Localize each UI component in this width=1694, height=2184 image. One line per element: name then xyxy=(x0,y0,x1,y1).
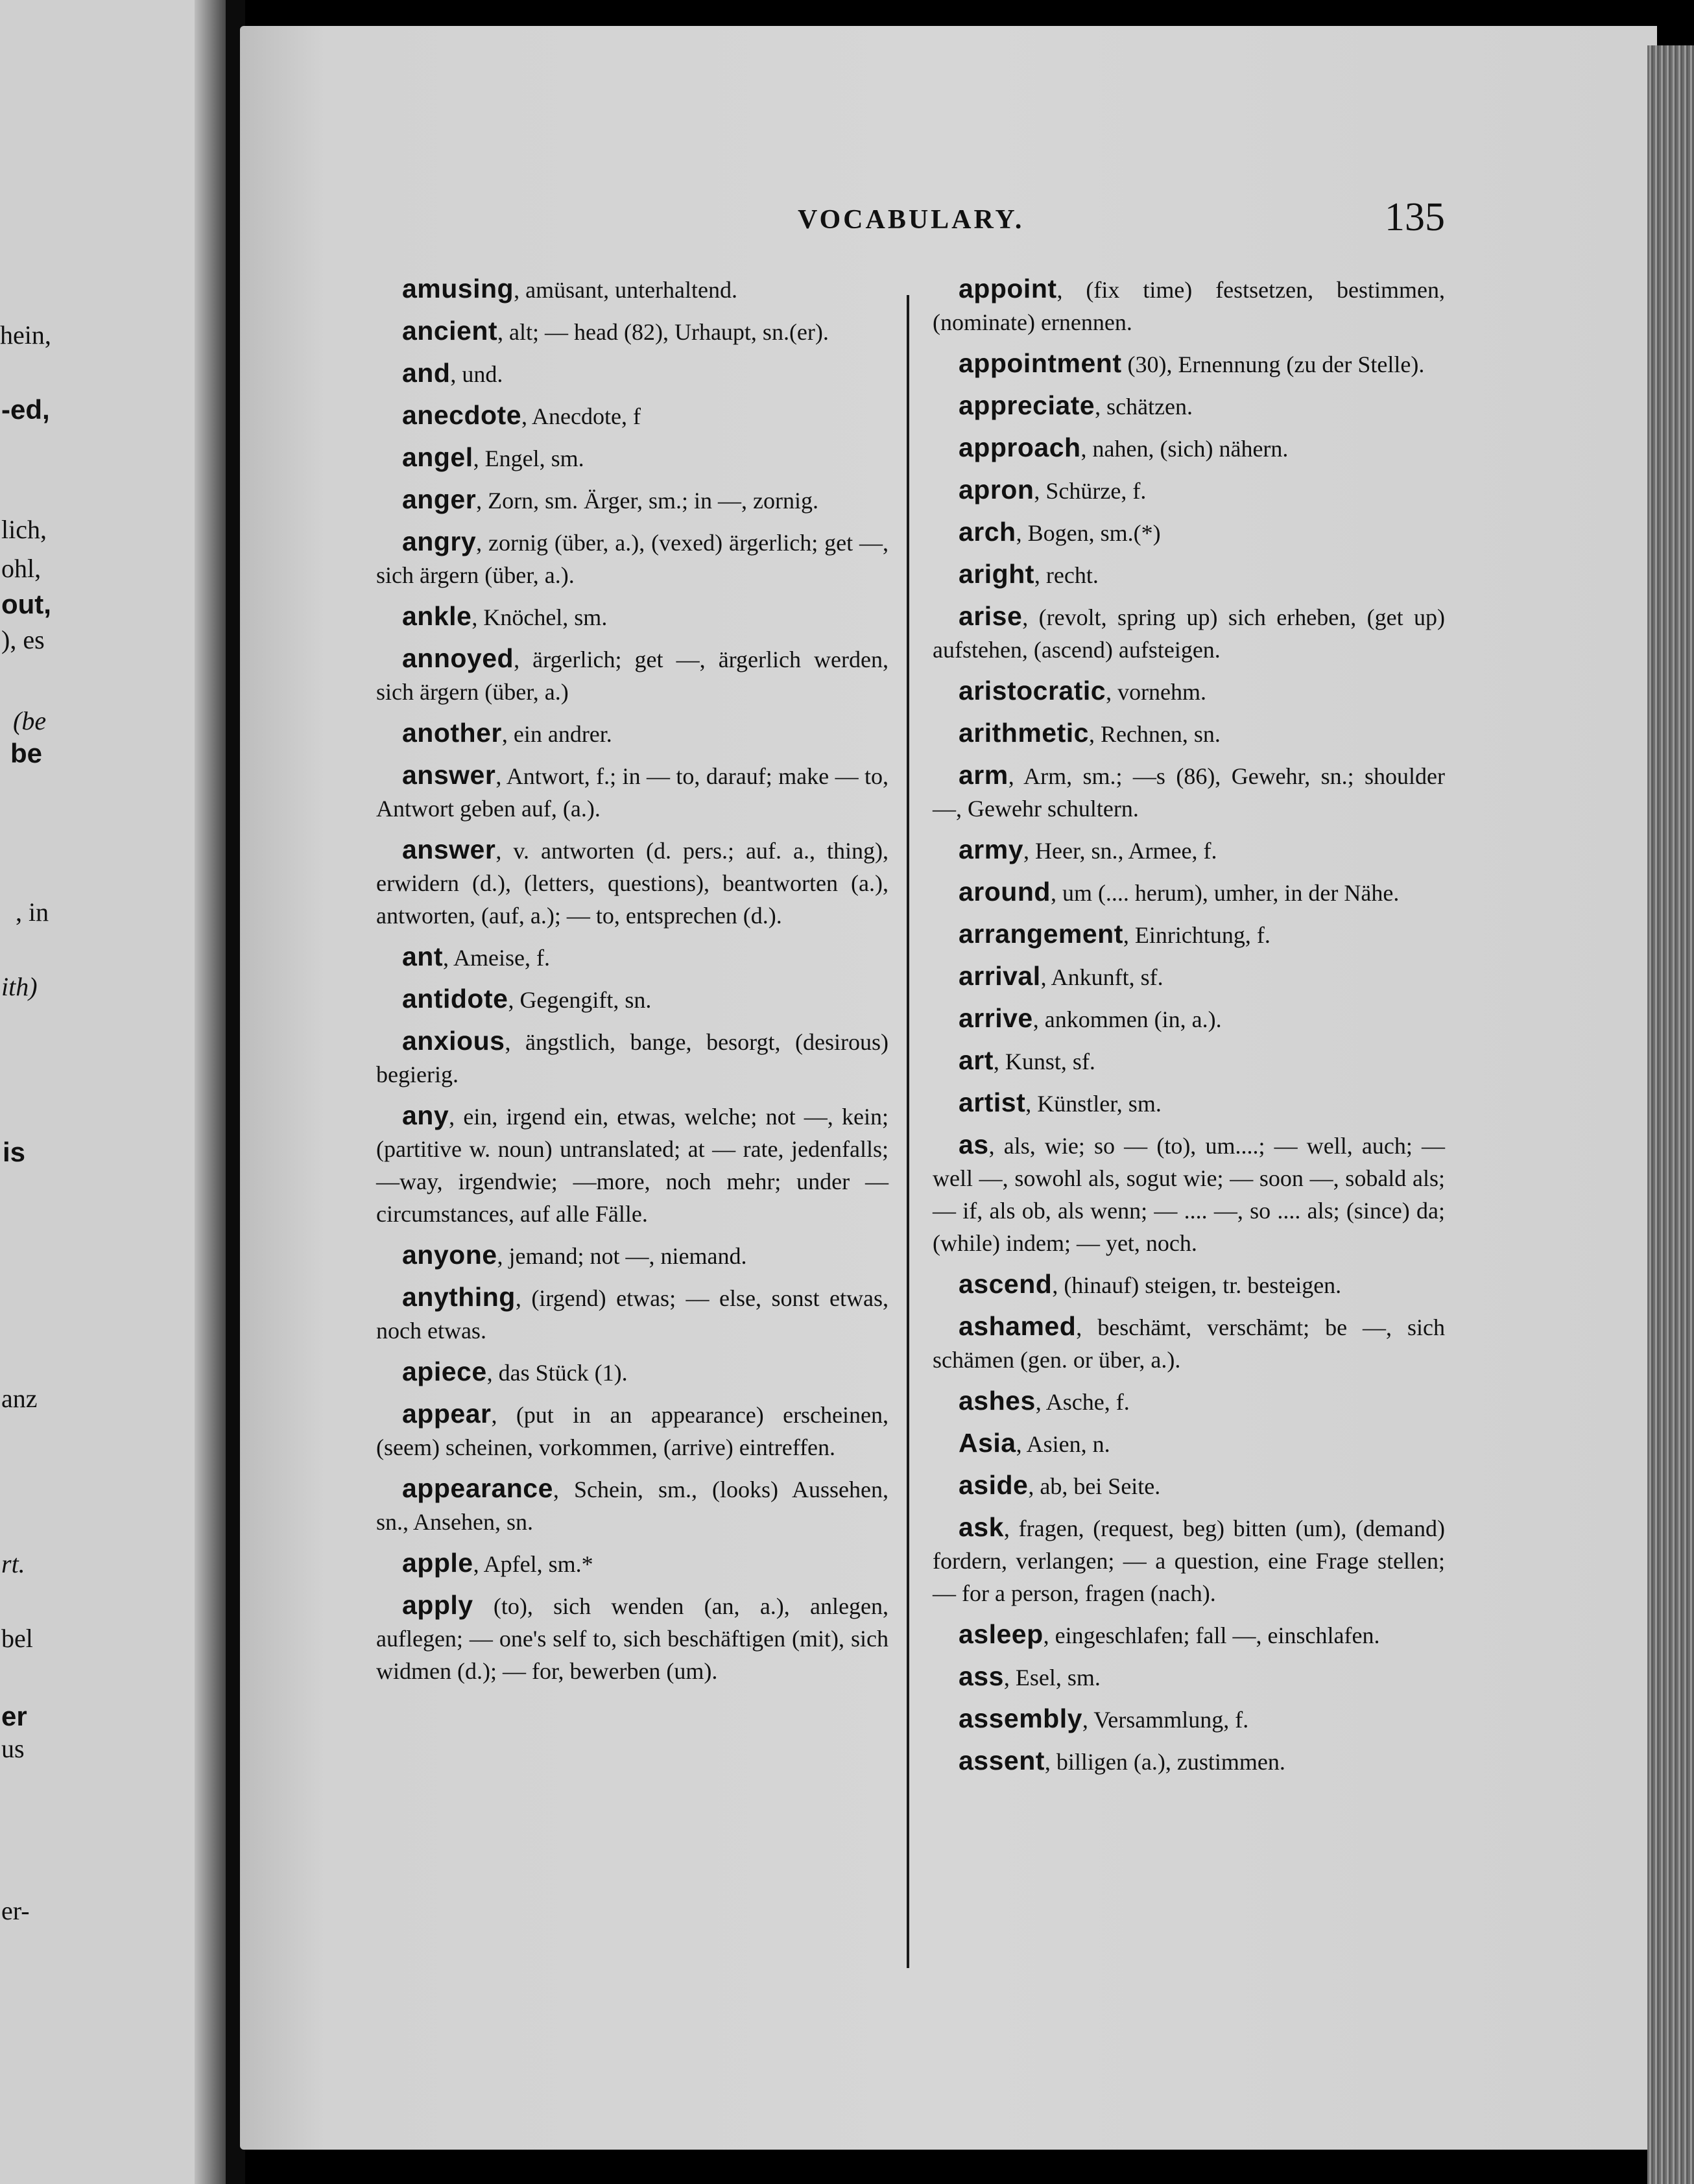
entry-definition: , ängstlich, bange, besorgt, (desirous) begierig. xyxy=(376,1029,889,1087)
entry-headword: ancient xyxy=(402,316,498,346)
entry-definition: , nahen, (sich) nähern. xyxy=(1080,436,1289,462)
page-edges xyxy=(1647,45,1694,2184)
entry-definition: , Apfel, sm.* xyxy=(473,1551,593,1577)
vocabulary-entry xyxy=(376,1589,889,1687)
entry-headword: ashes xyxy=(959,1386,1036,1416)
left-page-fragment: us xyxy=(1,1734,25,1763)
entry-headword: anxious xyxy=(402,1026,505,1056)
vocabulary-entry xyxy=(933,347,1445,381)
left-page-fragment: anz xyxy=(1,1384,38,1413)
left-page-fragment: ), es xyxy=(1,625,45,654)
vocabulary-entry xyxy=(933,875,1445,909)
entry-definition: , Rechnen, sn. xyxy=(1088,721,1221,747)
entry-definition: , Zorn, sm. Ärger, sm.; in —, zornig. xyxy=(476,488,818,514)
entry-definition: , amüsant, unterhaltend. xyxy=(514,277,737,303)
left-page-fragment: bel xyxy=(1,1624,33,1653)
entry-headword: appearance xyxy=(402,1473,553,1503)
entry-headword: arrangement xyxy=(959,919,1123,949)
left-page xyxy=(0,0,214,2184)
vocabulary-entry xyxy=(376,1397,889,1464)
vocabulary-entry xyxy=(376,357,889,390)
entry-definition: , Einrichtung, f. xyxy=(1123,922,1270,948)
entry-definition: , (put in an appearance) erscheinen, (seem) scheinen, vorkommen, (arrive) eintreffen. xyxy=(376,1402,889,1460)
entry-definition: , Asche, f. xyxy=(1035,1389,1130,1415)
entry-headword: another xyxy=(402,718,502,748)
vocabulary-entry xyxy=(376,1281,889,1347)
entry-definition: , alt; — head (82), Urhaupt, sn.(er). xyxy=(497,319,829,345)
entry-definition: , ärgerlich; get —, ärgerlich werden, sich ärgern (über, a.) xyxy=(376,647,889,705)
vocabulary-entry xyxy=(376,940,889,974)
vocabulary-entry xyxy=(376,1099,889,1230)
vocabulary-entry xyxy=(933,1469,1445,1502)
entry-headword: amusing xyxy=(402,274,514,303)
entry-definition: (to), sich wenden (an, a.), anlegen, auflegen; — one's self to, sich beschäftigen (mit), sich widmen (d.); — for, bewerben (um). xyxy=(376,1593,889,1684)
entry-definition: , jemand; not —, niemand. xyxy=(497,1243,747,1269)
entry-headword: ass xyxy=(959,1661,1004,1691)
entry-headword: any xyxy=(402,1100,449,1130)
entry-headword: ankle xyxy=(402,601,472,631)
vocabulary-entry xyxy=(376,1025,889,1091)
vocabulary-entry xyxy=(933,1128,1445,1259)
left-page-fragment: er- xyxy=(1,1896,30,1925)
entry-headword: assembly xyxy=(959,1703,1082,1733)
vocabulary-entry xyxy=(933,1086,1445,1120)
entry-headword: anything xyxy=(402,1282,516,1312)
entry-definition: (30), Ernennung (zu der Stelle). xyxy=(1121,351,1425,377)
vocabulary-entry xyxy=(376,272,889,306)
vocabulary-entry xyxy=(376,1355,889,1389)
entry-headword: ashamed xyxy=(959,1311,1077,1341)
entry-headword: ant xyxy=(402,942,443,971)
entry-definition: , vornehm. xyxy=(1106,679,1207,705)
entry-headword: arrive xyxy=(959,1003,1033,1033)
entry-definition: , Asien, n. xyxy=(1016,1431,1110,1457)
vocabulary-entry xyxy=(376,759,889,825)
vocabulary-entry xyxy=(933,1384,1445,1418)
entry-definition: , Ameise, f. xyxy=(443,945,550,971)
entry-headword: apple xyxy=(402,1548,473,1578)
vocabulary-entry xyxy=(933,674,1445,708)
entry-headword: apiece xyxy=(402,1357,487,1386)
left-page-fragment: -ed, xyxy=(1,394,50,425)
entry-headword: Asia xyxy=(959,1428,1016,1458)
vocabulary-entry xyxy=(376,1239,889,1272)
entry-definition: , zornig (über, a.), (vexed) ärgerlich; get —, sich ärgern (über, a.). xyxy=(376,530,889,588)
vocabulary-entry xyxy=(933,1044,1445,1078)
entry-headword: appointment xyxy=(959,348,1122,378)
entry-headword: artist xyxy=(959,1087,1026,1117)
entry-definition: , beschämt, verschämt; be —, sich schämen (gen. or über, a.). xyxy=(933,1314,1445,1373)
entry-definition: , recht. xyxy=(1034,562,1099,588)
entry-definition: , Kunst, sf. xyxy=(993,1049,1095,1074)
entry-definition: , Schürze, f. xyxy=(1034,478,1147,504)
vocabulary-entry xyxy=(376,1547,889,1580)
entry-definition: , Engel, sm. xyxy=(473,445,584,471)
entry-headword: anger xyxy=(402,484,477,514)
entry-definition: , Antwort, f.; in — to, darauf; make — to, Antwort geben auf, (a.). xyxy=(376,763,889,822)
entry-headword: army xyxy=(959,835,1024,864)
entry-definition: , Versammlung, f. xyxy=(1082,1707,1249,1733)
entry-headword: answer xyxy=(402,835,496,864)
entry-definition: , Schein, sm., (looks) Aussehen, sn., Ansehen, sn. xyxy=(376,1477,889,1535)
entry-definition: , Arm, sm.; —s (86), Gewehr, sn.; shoulder —, Gewehr schultern. xyxy=(933,763,1445,822)
left-page-fragment: , in xyxy=(16,897,49,927)
entry-headword: arise xyxy=(959,601,1023,631)
entry-headword: aristocratic xyxy=(959,676,1106,706)
entry-headword: arithmetic xyxy=(959,718,1089,748)
entry-headword: appoint xyxy=(959,274,1057,303)
vocabulary-entry xyxy=(933,960,1445,993)
left-page-fragment: ohl, xyxy=(1,554,42,583)
vocabulary-entry xyxy=(933,1002,1445,1036)
vocabulary-entry xyxy=(376,642,889,708)
vocabulary-entry xyxy=(376,982,889,1016)
entry-headword: annoyed xyxy=(402,643,514,673)
vocabulary-entry xyxy=(933,1511,1445,1609)
entry-headword: arch xyxy=(959,517,1016,547)
entry-headword: ascend xyxy=(959,1269,1053,1299)
entry-headword: aright xyxy=(959,559,1034,589)
column-divider xyxy=(907,295,909,1968)
vocabulary-entry xyxy=(933,1618,1445,1652)
entry-definition: , Gegengift, sn. xyxy=(508,987,652,1013)
vocabulary-entry xyxy=(376,441,889,475)
entry-definition: , ab, bei Seite. xyxy=(1028,1473,1161,1499)
entry-definition: , das Stück (1). xyxy=(486,1360,628,1386)
entry-definition: , als, wie; so — (to), um....; — well, auch; — well —, sowohl als, sogut wie; — soon —, sobald als; — if, als ob, als wenn; — .... —, so .... als; (since) da; (while) indem; — yet, noch. xyxy=(933,1133,1445,1256)
entry-headword: art xyxy=(959,1045,994,1075)
entry-definition: , ankommen (in, a.). xyxy=(1032,1006,1222,1032)
left-page-fragment: be xyxy=(10,738,43,768)
entry-headword: anyone xyxy=(402,1240,497,1270)
entry-headword: arm xyxy=(959,760,1008,790)
left-page-fragment: is xyxy=(3,1137,26,1167)
vocabulary-entry xyxy=(933,389,1445,423)
entry-definition: , eingeschlafen; fall —, einschlafen. xyxy=(1043,1622,1380,1648)
entry-headword: apply xyxy=(402,1590,473,1620)
vocabulary-entry xyxy=(933,759,1445,825)
vocabulary-entry xyxy=(933,558,1445,591)
entry-definition: , v. antworten (d. pers.; auf. a., thing), erwidern (d.), (letters, questions), beantworten (a.), antworten, (auf, a.); — to, entsprechen (d.). xyxy=(376,838,889,929)
entry-headword: asleep xyxy=(959,1619,1044,1649)
vocabulary-entry xyxy=(933,918,1445,951)
entry-headword: arrival xyxy=(959,961,1041,991)
entry-definition: , (revolt, spring up) sich erheben, (get up) aufstehen, (ascend) aufsteigen. xyxy=(933,604,1445,663)
entry-definition: , Anecdote, f xyxy=(521,403,641,429)
vocabulary-entry xyxy=(933,1268,1445,1301)
entry-headword: apron xyxy=(959,475,1034,504)
vocabulary-entry xyxy=(933,833,1445,867)
entry-definition: , um (.... herum), umher, in der Nähe. xyxy=(1050,880,1400,906)
entry-headword: aside xyxy=(959,1470,1029,1500)
vocabulary-entry xyxy=(933,473,1445,507)
entry-definition: , Bogen, sm.(*) xyxy=(1016,520,1161,546)
vocabulary-entry xyxy=(933,717,1445,750)
entry-definition: , (fix time) festsetzen, bestimmen, (nominate) ernennen. xyxy=(933,277,1445,335)
entry-definition: , schätzen. xyxy=(1095,394,1193,420)
entry-headword: answer xyxy=(402,760,496,790)
vocabulary-column-right xyxy=(933,272,1445,1786)
entry-headword: ask xyxy=(959,1512,1004,1542)
left-page-fragment: (be xyxy=(13,706,47,735)
entry-definition: , Ankunft, sf. xyxy=(1040,964,1163,990)
entry-headword: antidote xyxy=(402,984,508,1014)
vocabulary-entry xyxy=(933,1702,1445,1736)
left-page-fragment: lich, xyxy=(1,515,47,544)
left-page-fragment: hein, xyxy=(0,320,51,350)
page-number: 135 xyxy=(1385,195,1445,239)
entry-headword: appreciate xyxy=(959,390,1095,420)
vocabulary-entry xyxy=(933,1310,1445,1376)
vocabulary-entry xyxy=(376,600,889,634)
entry-headword: around xyxy=(959,877,1051,907)
entry-definition: , fragen, (request, beg) bitten (um), (demand) fordern, verlangen; — a question, eine Frage stellen; — for a person, fragen (nach). xyxy=(933,1515,1445,1606)
entry-headword: angry xyxy=(402,527,477,556)
left-page-fragment: rt. xyxy=(1,1549,25,1578)
vocabulary-entry xyxy=(376,483,889,517)
vocabulary-entry xyxy=(933,431,1445,465)
running-header: VOCABULARY. xyxy=(798,205,1025,235)
vocabulary-entry xyxy=(376,399,889,433)
entry-definition: , ein andrer. xyxy=(501,721,612,747)
entry-headword: anecdote xyxy=(402,400,521,430)
entry-headword: as xyxy=(959,1130,989,1159)
vocabulary-entry xyxy=(376,525,889,591)
entry-definition: , billigen (a.), zustimmen. xyxy=(1044,1749,1285,1775)
entry-definition: , Heer, sn., Armee, f. xyxy=(1023,838,1217,864)
entry-headword: appear xyxy=(402,1399,492,1429)
vocabulary-entry xyxy=(376,315,889,348)
entry-definition: , und. xyxy=(450,361,503,387)
entry-definition: , (hinauf) steigen, tr. besteigen. xyxy=(1052,1272,1342,1298)
left-page-fragment: out, xyxy=(1,589,51,619)
vocabulary-entry xyxy=(376,1472,889,1538)
vocabulary-entry xyxy=(933,1660,1445,1694)
entry-headword: and xyxy=(402,358,451,388)
vocabulary-column-left xyxy=(376,272,889,1696)
entry-definition: , (irgend) etwas; — else, sonst etwas, noch etwas. xyxy=(376,1285,889,1344)
vocabulary-entry xyxy=(376,717,889,750)
vocabulary-entry xyxy=(933,516,1445,549)
left-page-fragment: er xyxy=(1,1701,27,1731)
entry-definition: , Esel, sm. xyxy=(1003,1665,1101,1691)
left-page-fragment: ith) xyxy=(1,972,38,1001)
vocabulary-entry xyxy=(933,1427,1445,1460)
entry-definition: , ein, irgend ein, etwas, welche; not —, kein; (partitive w. noun) untranslated; at — rate, jedenfalls; —way, irgendwie; —more, noch mehr; under — circumstances, auf alle Fälle. xyxy=(376,1104,889,1227)
entry-headword: angel xyxy=(402,442,473,472)
vocabulary-entry xyxy=(933,272,1445,338)
vocabulary-entry xyxy=(933,600,1445,666)
entry-definition: , Künstler, sm. xyxy=(1025,1091,1162,1117)
vocabulary-entry xyxy=(933,1744,1445,1778)
entry-headword: assent xyxy=(959,1746,1045,1775)
entry-definition: , Knöchel, sm. xyxy=(471,604,608,630)
vocabulary-entry xyxy=(376,833,889,932)
entry-headword: approach xyxy=(959,433,1081,462)
